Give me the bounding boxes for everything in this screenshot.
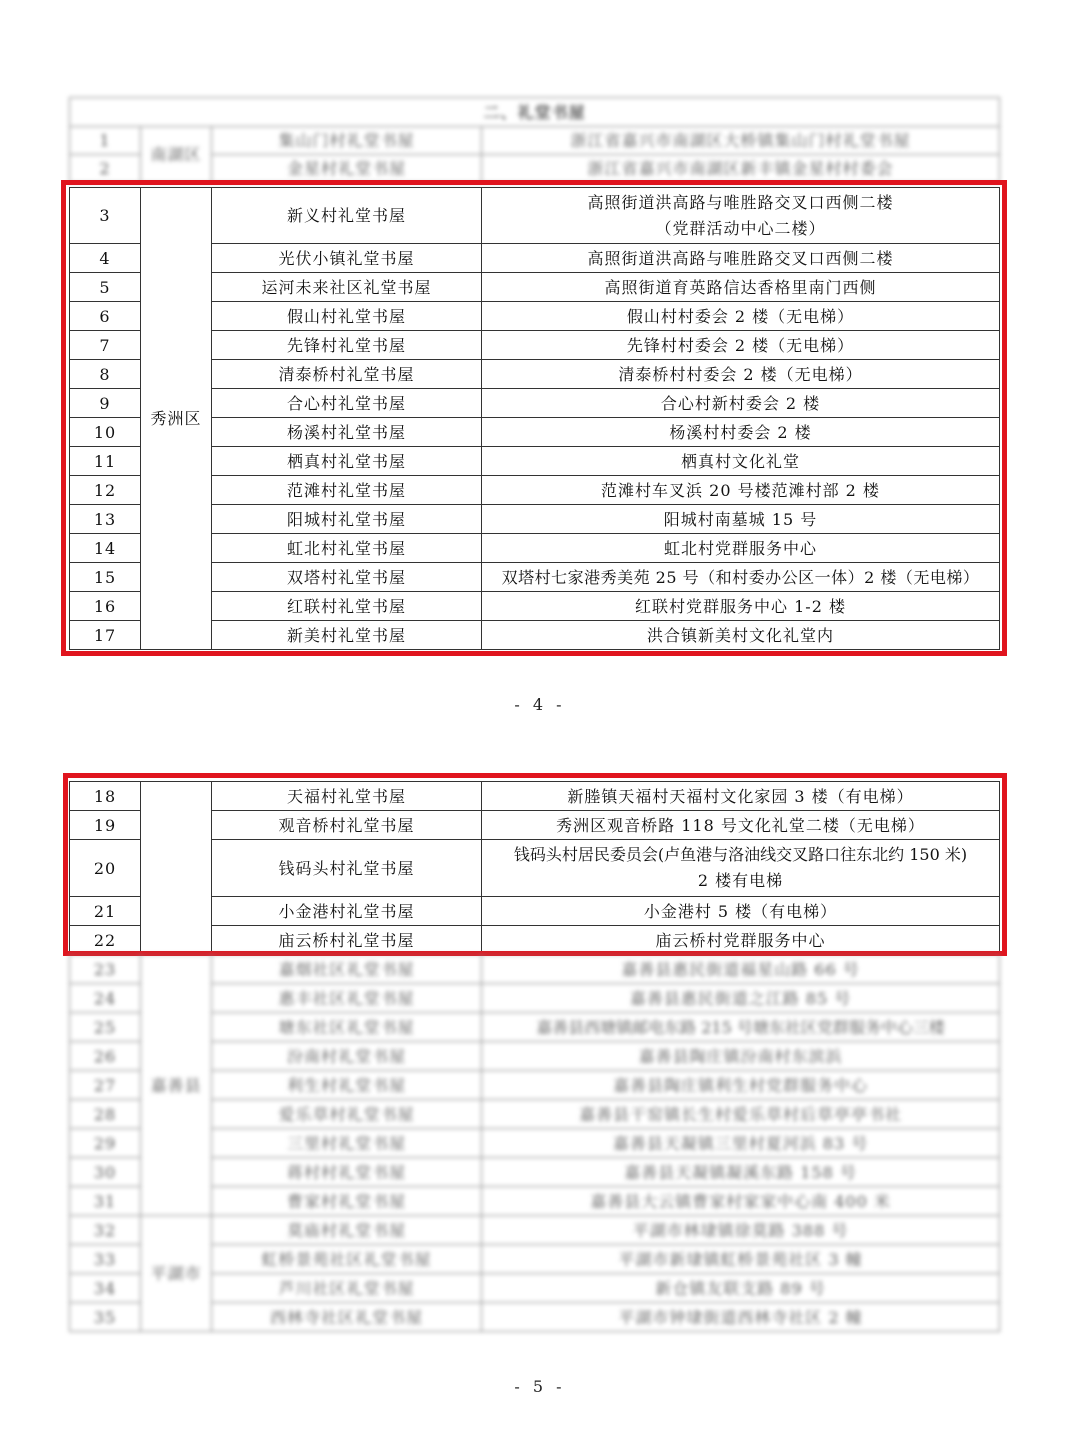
library-name: 杨溪村礼堂书屋 — [212, 418, 482, 447]
library-address: 新仓镇友联支路 89 号 — [482, 1274, 1000, 1303]
row-number: 34 — [70, 1274, 141, 1303]
library-name: 天福村礼堂书屋 — [212, 782, 482, 811]
row-number: 25 — [70, 1013, 141, 1042]
library-address: 嘉善县天凝镇凝溪东路 158 号 — [482, 1158, 1000, 1187]
library-name: 栖真村礼堂书屋 — [212, 447, 482, 476]
library-address: 假山村村委会 2 楼（无电梯） — [482, 302, 1000, 331]
library-name: 爱乐草村礼堂书屋 — [212, 1100, 482, 1129]
page5-blurred-table — [69, 954, 1000, 1332]
row-number: 13 — [70, 505, 141, 534]
section-title: 二、礼堂书屋 — [70, 98, 1000, 127]
page4-main-table — [69, 187, 1000, 650]
library-address: 嘉善县干窑镇长生村爱乐草村后草亭亭书社 — [482, 1100, 1000, 1129]
address-line: （党群活动中心二楼） — [655, 218, 826, 238]
library-name: 惠丰社区礼堂书屋 — [212, 984, 482, 1013]
row-number: 26 — [70, 1042, 141, 1071]
library-address: 浙江省嘉兴市南湖区新丰镇金星村村委会 — [482, 155, 1000, 183]
row-number: 16 — [70, 592, 141, 621]
library-name: 庙云桥村礼堂书屋 — [212, 926, 482, 955]
library-address: 虹北村党群服务中心 — [482, 534, 1000, 563]
library-name: 蒋村村礼堂书屋 — [212, 1158, 482, 1187]
page-number: - 5 - — [514, 1377, 566, 1396]
row-number: 9 — [70, 389, 141, 418]
library-address: 范滩村车叉浜 20 号楼范滩村部 2 楼 — [482, 476, 1000, 505]
row-number: 7 — [70, 331, 141, 360]
row-number: 29 — [70, 1129, 141, 1158]
library-name: 红联村礼堂书屋 — [212, 592, 482, 621]
row-number: 11 — [70, 447, 141, 476]
row-number: 23 — [70, 955, 141, 984]
library-address: 浙江省嘉兴市南湖区大桥镇集山门村礼堂书屋 — [482, 127, 1000, 155]
district-cell: 平湖市 — [141, 1216, 212, 1332]
row-number: 4 — [70, 244, 141, 273]
row-number: 6 — [70, 302, 141, 331]
row-number: 22 — [70, 926, 141, 955]
library-address: 平湖市林埭镇徐莫路 388 号 — [482, 1216, 1000, 1245]
library-address: 双塔村七家港秀美苑 25 号（和村委办公区一体）2 楼（无电梯） — [482, 563, 1000, 592]
library-address: 平湖市钟埭街道西林寺社区 2 幢 — [482, 1303, 1000, 1332]
library-name: 嘉烟社区礼堂书屋 — [212, 955, 482, 984]
library-address: 秀洲区观音桥路 118 号文化礼堂二楼（无电梯） — [482, 811, 1000, 840]
library-name: 双塔村礼堂书屋 — [212, 563, 482, 592]
library-name: 运河未来社区礼堂书屋 — [212, 273, 482, 302]
library-address: 嘉善县天凝镇三里村夏河浜 83 号 — [482, 1129, 1000, 1158]
library-address: 清泰桥村村委会 2 楼（无电梯） — [482, 360, 1000, 389]
library-address: 嘉善县大云镇曹家村家家中心南 400 米 — [482, 1187, 1000, 1216]
library-name: 汾南村礼堂书屋 — [212, 1042, 482, 1071]
row-number: 18 — [70, 782, 141, 811]
library-name: 阳城村礼堂书屋 — [212, 505, 482, 534]
library-address: 红联村党群服务中心 1-2 楼 — [482, 592, 1000, 621]
row-number: 12 — [70, 476, 141, 505]
row-number: 1 — [70, 127, 141, 155]
address-line: 2 楼有电梯 — [697, 871, 784, 890]
library-address: 平湖市新埭镇虹桥景苑社区 3 幢 — [482, 1245, 1000, 1274]
library-name: 虹桥景苑社区礼堂书屋 — [212, 1245, 482, 1274]
row-number: 19 — [70, 811, 141, 840]
library-name: 莫庙村礼堂书屋 — [212, 1216, 482, 1245]
row-number: 20 — [70, 840, 141, 897]
library-address: 高照街道洪高路与唯胜路交叉口西侧二楼 — [482, 244, 1000, 273]
page-number: - 4 - — [514, 695, 566, 714]
library-name: 假山村礼堂书屋 — [212, 302, 482, 331]
district-cell: 南湖区 — [141, 127, 212, 183]
library-address — [482, 188, 1000, 244]
library-name: 范滩村礼堂书屋 — [212, 476, 482, 505]
row-number: 3 — [70, 188, 141, 244]
row-number: 21 — [70, 897, 141, 926]
row-number: 28 — [70, 1100, 141, 1129]
library-address: 小金港村 5 楼（有电梯） — [482, 897, 1000, 926]
row-number: 32 — [70, 1216, 141, 1245]
library-address: 嘉善县陶庄镇利生村党群服务中心 — [482, 1071, 1000, 1100]
library-name: 芦川社区礼堂书屋 — [212, 1274, 482, 1303]
library-name: 利生村礼堂书屋 — [212, 1071, 482, 1100]
library-name: 塘东社区礼堂书屋 — [212, 1013, 482, 1042]
library-name: 先锋村礼堂书屋 — [212, 331, 482, 360]
library-name: 合心村礼堂书屋 — [212, 389, 482, 418]
library-name: 小金港村礼堂书屋 — [212, 897, 482, 926]
library-name: 光伏小镇礼堂书屋 — [212, 244, 482, 273]
row-number: 15 — [70, 563, 141, 592]
library-address: 杨溪村村委会 2 楼 — [482, 418, 1000, 447]
row-number: 24 — [70, 984, 141, 1013]
library-name: 清泰桥村礼堂书屋 — [212, 360, 482, 389]
library-address: 新塍镇天福村天福村文化家园 3 楼（有电梯） — [482, 782, 1000, 811]
row-number: 27 — [70, 1071, 141, 1100]
page5-main-table — [69, 781, 1000, 955]
library-address: 庙云桥村党群服务中心 — [482, 926, 1000, 955]
library-name: 新美村礼堂书屋 — [212, 621, 482, 650]
row-number: 14 — [70, 534, 141, 563]
library-address: 嘉善县惠民街道之江路 85 号 — [482, 984, 1000, 1013]
library-name: 新义村礼堂书屋 — [212, 188, 482, 244]
district-cell: 秀洲区 — [141, 188, 212, 650]
library-name: 西林寺社区礼堂书屋 — [212, 1303, 482, 1332]
page4-blurred-header-table — [69, 97, 1000, 183]
library-name: 曹家村礼堂书屋 — [212, 1187, 482, 1216]
library-address: 阳城村南墓城 15 号 — [482, 505, 1000, 534]
row-number: 10 — [70, 418, 141, 447]
library-address: 栖真村文化礼堂 — [482, 447, 1000, 476]
row-number: 8 — [70, 360, 141, 389]
row-number: 31 — [70, 1187, 141, 1216]
library-name: 虹北村礼堂书屋 — [212, 534, 482, 563]
library-address: 高照街道育英路信达香格里南门西侧 — [482, 273, 1000, 302]
row-number: 35 — [70, 1303, 141, 1332]
row-number: 5 — [70, 273, 141, 302]
library-address: 合心村新村委会 2 楼 — [482, 389, 1000, 418]
library-name: 金星村礼堂书屋 — [212, 155, 482, 183]
library-address: 嘉善县惠民街道福星山路 66 号 — [482, 955, 1000, 984]
library-address — [482, 840, 1000, 897]
library-name: 钱码头村礼堂书屋 — [212, 840, 482, 897]
address-line: 钱码头村居民委员会(卢鱼港与洛油线交叉路口往东北约 150 米) — [513, 845, 968, 864]
row-number: 17 — [70, 621, 141, 650]
district-cell — [141, 782, 212, 955]
library-name: 三里村礼堂书屋 — [212, 1129, 482, 1158]
library-name: 观音桥村礼堂书屋 — [212, 811, 482, 840]
row-number: 33 — [70, 1245, 141, 1274]
library-address: 洪合镇新美村文化礼堂内 — [482, 621, 1000, 650]
row-number: 30 — [70, 1158, 141, 1187]
address-line: 高照街道洪高路与唯胜路交叉口西侧二楼 — [587, 192, 894, 212]
district-cell: 嘉善县 — [141, 955, 212, 1216]
library-address: 先锋村村委会 2 楼（无电梯） — [482, 331, 1000, 360]
library-name: 集山门村礼堂书屋 — [212, 127, 482, 155]
library-address: 嘉善县陶庄镇汾南村东滨浜 — [482, 1042, 1000, 1071]
row-number: 2 — [70, 155, 141, 183]
library-address: 嘉善县西塘镇邮电东路 215 号塘东社区党群服务中心三楼 — [482, 1013, 1000, 1042]
